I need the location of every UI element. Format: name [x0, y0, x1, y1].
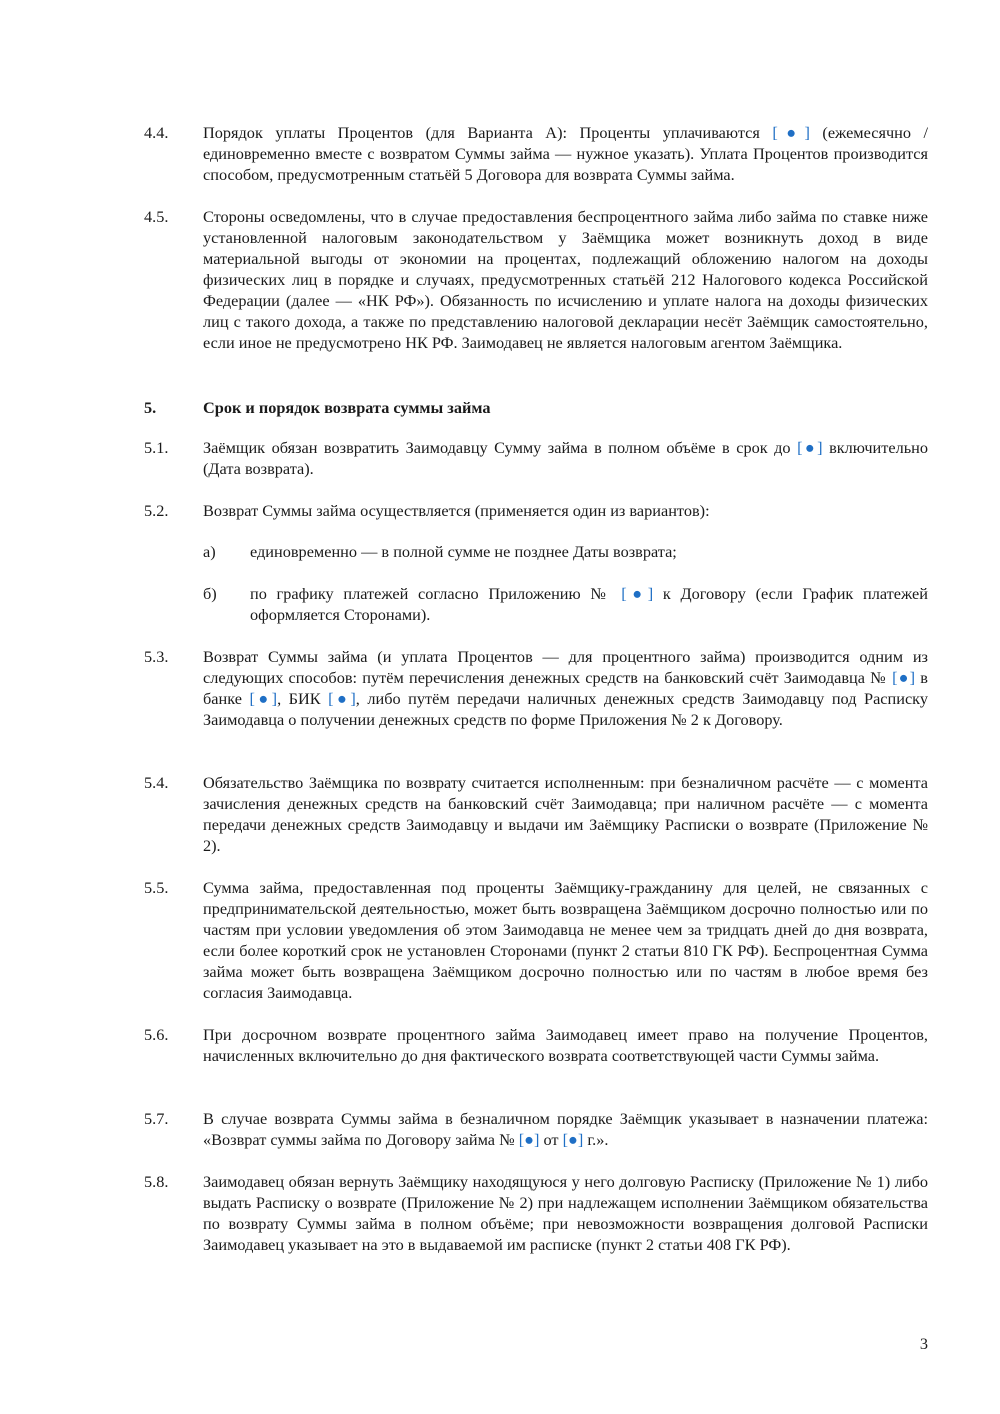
clause-5-5 — [144, 877, 928, 1003]
clause-5-4 — [144, 772, 928, 856]
clause-number: 5.3. — [144, 647, 169, 666]
clause-5-1 — [144, 437, 928, 479]
clause-5-8 — [144, 1171, 928, 1255]
clause-text: Возврат Суммы займа осуществляется (применяется один из вариантов): — [203, 501, 710, 520]
placeholder: [●] — [797, 438, 823, 457]
section-title: Срок и порядок возврата суммы займа — [203, 398, 491, 417]
subclause-text: единовременно — в полной сумме не позднее Даты возврата; — [250, 542, 677, 561]
clause-number: 5.1. — [144, 438, 169, 457]
page-number: 3 — [919, 1334, 928, 1353]
clause-number: 5.5. — [144, 878, 169, 897]
clause-number: 5.6. — [144, 1025, 169, 1044]
placeholder: [●] — [328, 689, 356, 708]
placeholder: [●] — [518, 1130, 540, 1149]
clause-number: 5.8. — [144, 1172, 169, 1191]
clause-5-3 — [144, 646, 928, 730]
clause-5-2 — [144, 500, 928, 521]
placeholder: [●] — [562, 1130, 584, 1149]
subclause-text: по графику платежей согласно Приложению № [●] к Договору (если График платежей оформляется Сторонами). — [250, 584, 928, 624]
section-number: 5. — [144, 398, 157, 417]
clause-number: 5.4. — [144, 773, 169, 792]
placeholder: [●] — [772, 123, 810, 142]
clause-text: Возврат Суммы займа (и уплата Процентов — для процентного займа) производится одним из следующих способов: путём перечисления денежных средств на банковский счёт Заимодавца № [●] в банке [●], БИК [●], либо путём передачи наличных денежных средств Заимодавцу под Расписку Заимодавца о получении денежных средств по форме Приложения № 2 к Договору. — [203, 647, 929, 729]
clause-text: Обязательство Заёмщика по возврату считается исполненным: при безналичном расчёте — с момента зачисления денежных средств на банковский счёт Заимодавца; при наличном расчёте — с момента передачи денежных средств Заимодавцу и выдачи им Заёмщику Расписки о возврате (Приложение № 2). — [203, 773, 928, 855]
clause-number: 5.2. — [144, 501, 169, 520]
clause-number: 4.5. — [144, 207, 169, 226]
subclause-5-2-b — [203, 583, 928, 625]
subclause-5-2-a — [203, 541, 928, 562]
subclause-letter: а) — [203, 542, 216, 561]
subclause-letter: б) — [203, 584, 217, 603]
clause-number: 4.4. — [144, 123, 169, 142]
clause-text: Сумма займа, предоставленная под проценты Заёмщику-гражданину для целей, не связанных с предпринимательской деятельностью, может быть возвращена Заёмщиком досрочно полностью или по частям при условии уведомления об этом Заимодавца не менее чем за тридцать дней до дня возврата, если более короткий срок не установлен Сторонами (пункт 2 статьи 810 ГК РФ). Беспроцентная Сумма займа может быть возвращена Заёмщиком досрочно полностью или по частям в любое время без согласия Заимодавца. — [203, 878, 928, 1002]
clause-5-7 — [144, 1108, 928, 1150]
clause-text: Стороны осведомлены, что в случае предоставления беспроцентного займа либо займа по ставке ниже установленной налоговым законодательством у Заёмщика может возникнуть доход в виде материальной выгоды от экономии на процентах, подлежащий обложению налогом на доходы физических лиц в порядке и случаях, предусмотренных статьёй 212 Налогового кодекса Российской Федерации (далее — «НК РФ»). Обязанность по исчислению и уплате налога на доходы физических лиц с такого дохода, а также по представлению налоговой декларации несёт Заёмщик самостоятельно, если иное не предусмотрено НК РФ. Заимодавец не является налоговым агентом Заёмщика. — [203, 207, 928, 352]
clause-text: При досрочном возврате процентного займа Заимодавец имеет право на получение Процентов, начисленных включительно до дня фактического возврата соответствующей части Суммы займа. — [203, 1025, 928, 1065]
placeholder: [●] — [892, 668, 916, 687]
section-5-heading — [144, 397, 928, 418]
clause-4-4 — [144, 122, 928, 185]
clause-text: Заёмщик обязан возвратить Заимодавцу Сумму займа в полном объёме в срок до [●] включительно (Дата возврата). — [203, 438, 928, 478]
placeholder: [●] — [621, 584, 654, 603]
clause-text: Порядок уплаты Процентов (для Варианта А): Проценты уплачиваются [●] (ежемесячно / единовременно вместе с возвратом Суммы займа — нужное указать). Уплата Процентов производится способом, предусмотренным статьёй 5 Договора для возврата Суммы займа. — [203, 123, 929, 184]
clause-4-5 — [144, 206, 928, 353]
clause-text: В случае возврата Суммы займа в безналичном порядке Заёмщик указывает в назначении платежа: «Возврат суммы займа по Договору займа № [●] от [●] г.». — [203, 1109, 928, 1149]
clause-text: Заимодавец обязан вернуть Заёмщику находящуюся у него долговую Расписку (Приложение № 1) либо выдать Расписку о возврате (Приложение № 2) при надлежащем исполнении Заёмщиком обязательства по возврату Суммы займа в полном объёме; при невозможности возвращения долговой Расписки Заимодавец указывает на это в выдаваемой им расписке (пункт 2 статьи 408 ГК РФ). — [203, 1172, 928, 1254]
clause-number: 5.7. — [144, 1109, 169, 1128]
clause-5-6 — [144, 1024, 928, 1066]
placeholder: [●] — [249, 689, 278, 708]
